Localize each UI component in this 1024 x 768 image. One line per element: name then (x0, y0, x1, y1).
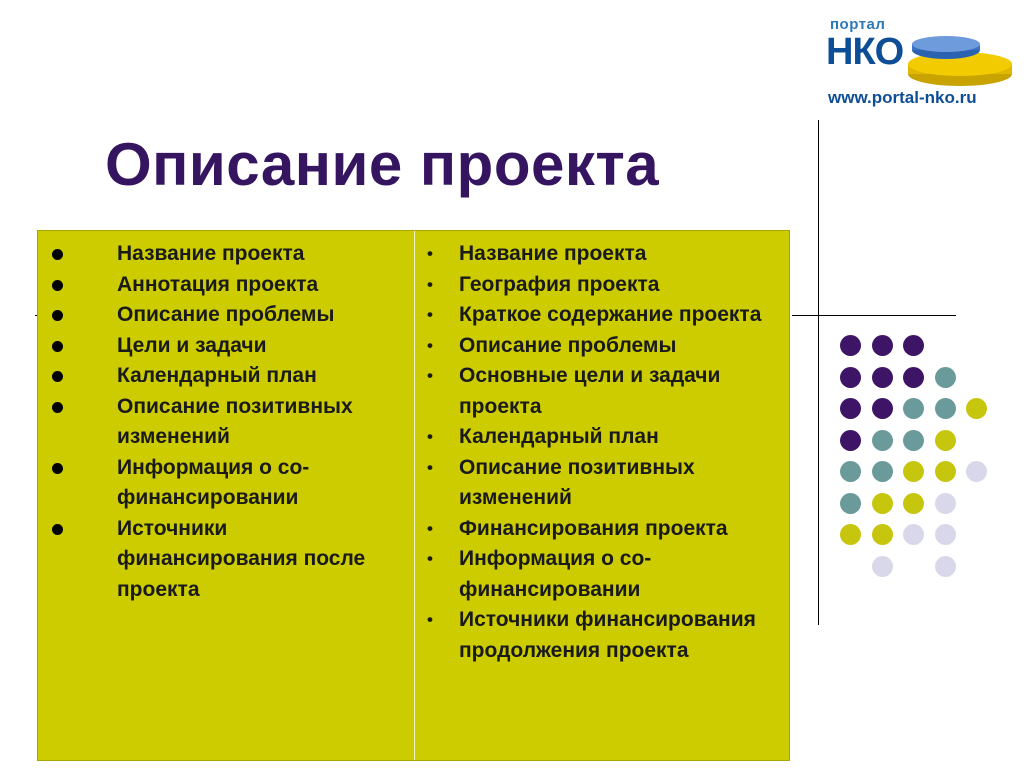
content-panel (37, 230, 790, 761)
list-item (38, 392, 408, 453)
decorative-dot (903, 493, 924, 514)
decorative-dot (840, 430, 861, 451)
decorative-dot (840, 398, 861, 419)
list-item (38, 239, 408, 270)
decorative-dot (872, 398, 893, 419)
bullet-icon (52, 402, 63, 413)
bullet-icon: • (427, 366, 433, 385)
list-item-text: Календарный план (117, 364, 317, 387)
decorative-dot (903, 367, 924, 388)
decorative-dot (840, 367, 861, 388)
divider-line (818, 120, 819, 142)
decorative-dot (872, 493, 893, 514)
decorative-dot (935, 461, 956, 482)
decorative-dot (903, 430, 924, 451)
list-item-text: Информация о со-финансировании (117, 455, 310, 509)
left-list (38, 239, 408, 605)
bullet-icon: • (427, 610, 433, 629)
list-item-text: Название проекта (459, 242, 647, 265)
list-item-text: Краткое содержание проекта (459, 303, 762, 326)
bullet-icon: • (427, 457, 433, 477)
list-item (38, 331, 408, 362)
list-item-text: Аннотация проекта (117, 272, 319, 296)
portal-nko-logo (824, 14, 1014, 114)
list-item-text: Календарный план (459, 425, 659, 448)
list-item-text: Описание позитивных изменений (117, 394, 353, 448)
bullet-icon: • (427, 518, 433, 538)
decorative-dot (840, 524, 861, 545)
decorative-dot (935, 556, 956, 577)
bullet-icon: • (427, 244, 433, 263)
divider-line (792, 315, 956, 316)
bullet-icon (52, 371, 63, 382)
decorative-dot (872, 556, 893, 577)
decorative-dot-grid (840, 335, 1000, 585)
decorative-dot (903, 461, 924, 482)
list-item-text: Цели и задачи (117, 333, 267, 357)
list-item (422, 514, 787, 545)
decorative-dot (935, 430, 956, 451)
decorative-dot (966, 398, 987, 419)
decorative-dot (872, 430, 893, 451)
list-item-text: Основные цели и задачи проекта (459, 364, 721, 418)
decorative-dot (840, 461, 861, 482)
bullet-icon: • (427, 305, 433, 324)
decorative-dot (872, 524, 893, 545)
list-item (422, 361, 787, 422)
list-item (38, 514, 408, 606)
decorative-dot (903, 398, 924, 419)
list-item-text: Источники финансирования после проекта (117, 516, 366, 601)
bullet-icon: • (427, 549, 433, 568)
decorative-dot (935, 367, 956, 388)
bullet-icon: • (427, 335, 433, 355)
bullet-icon (52, 310, 63, 321)
list-item (38, 300, 408, 331)
coin-stack-icon (906, 36, 1014, 88)
bullet-icon: • (427, 427, 433, 446)
decorative-dot (840, 493, 861, 514)
decorative-dot (935, 398, 956, 419)
list-item-text: География проекта (459, 272, 660, 296)
list-item (422, 300, 787, 331)
list-item-text: Описание позитивных изменений (459, 455, 695, 509)
list-item (38, 361, 408, 392)
list-item (422, 270, 787, 301)
decorative-dot (966, 461, 987, 482)
divider-line (818, 140, 819, 625)
bullet-icon (52, 249, 63, 260)
list-item-text: Информация о со-финансировании (459, 547, 652, 601)
decorative-dot (872, 335, 893, 356)
logo-name: НКО (826, 31, 904, 73)
list-item (422, 239, 787, 270)
decorative-dot (903, 524, 924, 545)
list-item (38, 453, 408, 514)
logo-url: www.portal-nko.ru (828, 88, 977, 107)
column-divider (414, 231, 415, 760)
logo-small-text: портал (830, 16, 886, 33)
decorative-dot (935, 493, 956, 514)
right-list (422, 239, 787, 666)
bullet-icon (52, 280, 63, 291)
list-item (422, 605, 787, 666)
bullet-icon (52, 341, 63, 352)
list-item-text: Описание проблемы (117, 303, 335, 326)
list-item (422, 331, 787, 362)
bullet-icon (52, 463, 63, 474)
list-item-text: Название проекта (117, 242, 305, 265)
decorative-dot (872, 461, 893, 482)
list-item-text: Источники финансирования продолжения проекта (459, 608, 756, 662)
decorative-dot (840, 335, 861, 356)
list-item (422, 544, 787, 605)
bullet-icon: • (427, 274, 433, 294)
list-item (38, 270, 408, 301)
list-item-text: Описание проблемы (459, 333, 677, 357)
decorative-dot (903, 335, 924, 356)
list-item (422, 422, 787, 453)
page-title: Описание проекта (105, 131, 660, 198)
decorative-dot (935, 524, 956, 545)
list-item-text: Финансирования проекта (459, 516, 728, 540)
list-item (422, 453, 787, 514)
bullet-icon (52, 524, 63, 535)
decorative-dot (872, 367, 893, 388)
